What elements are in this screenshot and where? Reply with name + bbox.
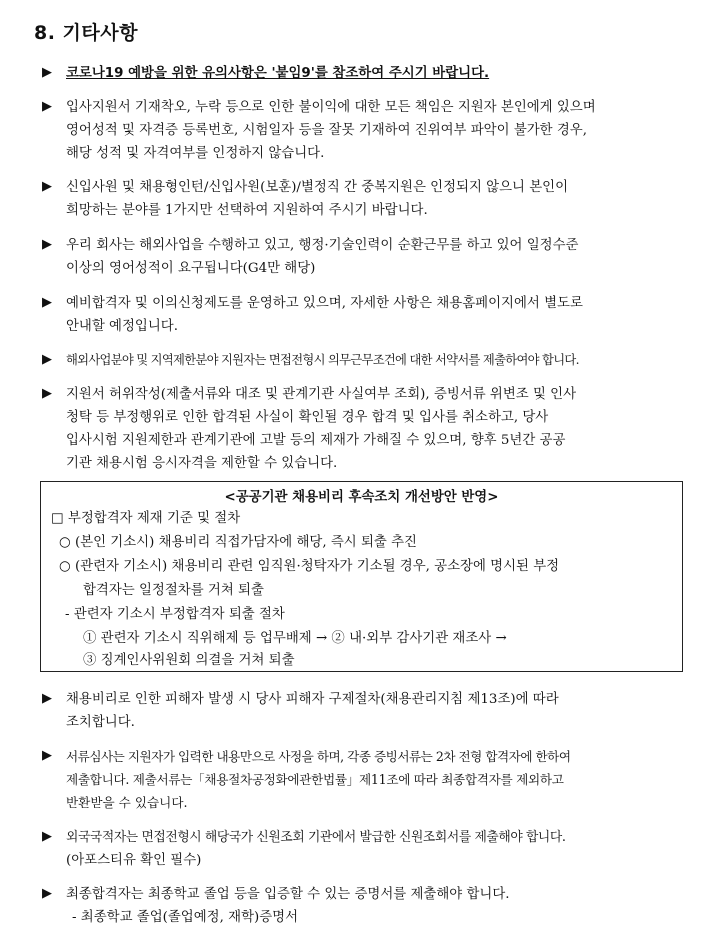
item-text <box>66 883 682 929</box>
item-line: 지원서 허위작성(제출서류와 대조 및 관계기관 사실여부 조회), 증빙서류 위변조 및 인사 <box>66 387 577 402</box>
list-item <box>42 176 682 222</box>
item-text <box>66 96 682 165</box>
notice-box <box>40 481 683 672</box>
list-item <box>42 745 682 814</box>
bullet-arrow-icon: ▶ <box>42 295 52 310</box>
item-line: 청탁 등 부정행위로 인한 합격된 사실이 확인될 경우 합격 및 입사를 취소하고, 당사 <box>66 410 549 425</box>
box-line: ○ (관련자 기소시) 채용비리 관련 임직원·청탁자가 기소될 경우, 공소장에 명시된 부정 <box>59 559 560 574</box>
list-item <box>42 349 682 372</box>
item-line: 최종합격자는 최종학교 졸업 등을 입증할 수 있는 증명서를 제출해야 합니다. <box>66 887 510 902</box>
item-line: 해당 성적 및 자격여부를 인정하지 않습니다. <box>66 146 325 161</box>
bullet-arrow-icon: ▶ <box>42 99 52 114</box>
item-line: 입사지원서 기재착오, 누락 등으로 인한 불이익에 대한 모든 책임은 지원자 본인에게 있으며 <box>66 100 596 115</box>
item-line: 해외사업분야 및 지역제한분야 지원자는 면접전형시 의무근무조건에 대한 서약서를 제출하여야 합니다. <box>66 353 579 367</box>
bullet-arrow-icon: ▶ <box>42 829 52 844</box>
list-item <box>42 96 682 165</box>
item-line: 이상의 영어성적이 요구됩니다(G4만 해당) <box>66 261 316 276</box>
notice-line: 코로나19 예방을 위한 유의사항은 '붙임9'를 참조하여 주시기 바랍니다. <box>66 66 490 81</box>
item-text <box>66 349 682 372</box>
item-line: 기관 채용시험 응시자격을 제한할 수 있습니다. <box>66 456 338 471</box>
box-line: ○ (본인 기소시) 채용비리 직접가담자에 해당, 즉시 퇴출 추진 <box>59 535 417 550</box>
bullet-arrow-icon: ▶ <box>42 748 52 763</box>
bullet-arrow-icon: ▶ <box>42 237 52 252</box>
item-line: 신입사원 및 채용형인턴/신입사원(보훈)/별정직 간 중복지원은 인정되지 않으니 본인이 <box>66 180 569 195</box>
bullet-arrow-icon: ▶ <box>42 386 52 401</box>
item-line: 우리 회사는 해외사업을 수행하고 있고, 행정·기술인력이 순환근무를 하고 있어 일정수준 <box>66 238 579 253</box>
box-line: ① 관련자 기소시 직위해제 등 업무배제 → ② 내·외부 감사기관 재조사 → <box>83 631 507 646</box>
item-text <box>66 292 682 338</box>
item-line: (아포스티유 확인 필수) <box>66 853 202 868</box>
item-text <box>66 176 682 222</box>
item-text <box>66 383 682 475</box>
box-line: - 관련자 기소시 부정합격자 퇴출 절차 <box>65 607 285 622</box>
item-line: 희망하는 분야를 1가지만 선택하여 지원하여 주시기 바랍니다. <box>66 203 428 218</box>
box-line-heading: □ 부정합격자 제재 기준 및 절차 <box>51 511 241 526</box>
item-line: 안내할 예정입니다. <box>66 319 178 334</box>
list-item <box>42 383 682 475</box>
list-item <box>42 292 682 338</box>
item-line: 반환받을 수 있습니다. <box>66 795 188 810</box>
notice-box-title: <공공기관 채용비리 후속조치 개선방안 반영> <box>224 490 499 505</box>
item-text <box>66 234 682 280</box>
bullet-arrow-icon: ▶ <box>42 691 52 706</box>
item-line: 입사시험 지원제한과 관계기관에 고발 등의 제재가 가해질 수 있으며, 향후 5년간 공공 <box>66 433 566 448</box>
list-item <box>42 826 682 872</box>
item-line: 조치합니다. <box>66 715 135 730</box>
item-line: - 최종학교 졸업(졸업예정, 재학)증명서 <box>72 910 299 925</box>
item-line: 채용비리로 인한 피해자 발생 시 당사 피해자 구제절차(채용관리지침 제13조)에 따라 <box>66 692 559 707</box>
bullet-arrow-icon: ▶ <box>42 352 52 367</box>
section-heading: 8. 기타사항 <box>34 22 138 44</box>
box-line: 합격자는 일정절차를 거쳐 퇴출 <box>83 583 264 598</box>
bullet-arrow-icon: ▶ <box>42 886 52 901</box>
item-line: 제출합니다. 제출서류는「채용절차공정화에관한법률」제11조에 따라 최종합격자를 제외하고 <box>66 772 564 787</box>
item-line: 서류심사는 지원자가 입력한 내용만으로 사정을 하며, 각종 증빙서류는 2차 전형 합격자에 한하여 <box>66 749 571 764</box>
list-item <box>42 234 682 280</box>
item-line: 영어성적 및 자격증 등록번호, 시험일자 등을 잘못 기재하여 진위여부 파악이 불가한 경우, <box>66 123 588 138</box>
list-item <box>42 883 682 929</box>
item-text <box>66 826 682 872</box>
bullet-arrow-icon: ▶ <box>42 179 52 194</box>
bullet-arrow-icon: ▶ <box>42 65 52 80</box>
item-text <box>66 745 682 814</box>
notice-item <box>42 62 682 85</box>
box-line: ③ 징계인사위원회 의결을 거쳐 퇴출 <box>83 653 295 668</box>
item-line: 예비합격자 및 이의신청제도를 운영하고 있으며, 자세한 사항은 채용홈페이지에서 별도로 <box>66 296 583 311</box>
item-line: 외국국적자는 면접전형시 해당국가 신원조회 기관에서 발급한 신원조회서를 제출해야 합니다. <box>66 830 566 845</box>
list-item <box>42 688 682 734</box>
notice-text <box>66 62 682 85</box>
item-text <box>66 688 682 734</box>
